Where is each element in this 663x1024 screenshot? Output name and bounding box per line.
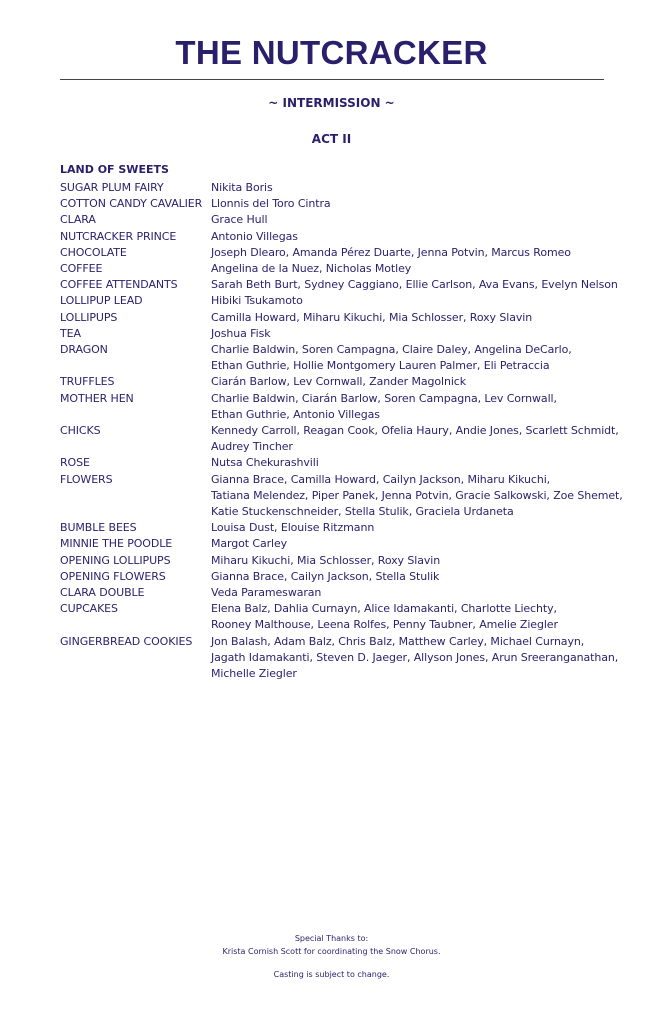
cast-row (60, 245, 605, 261)
cast-row (60, 585, 605, 601)
cast-actors-line: Joshua Fisk (211, 326, 271, 340)
cast-actors-line: Gianna Brace, Camilla Howard, Cailyn Jackson, Miharu Kikuchi, (211, 472, 551, 486)
cast-row (60, 569, 605, 585)
cast-role: COFFEE ATTENDANTS (60, 278, 178, 292)
cast-actors-line: Louisa Dust, Elouise Ritzmann (211, 521, 375, 535)
casting-note: Casting is subject to change. (273, 970, 390, 979)
cast-row (60, 342, 605, 374)
cast-actors (211, 229, 605, 245)
cast-row (60, 310, 605, 326)
cast-row (60, 293, 605, 309)
cast-actors-line: Sarah Beth Burt, Sydney Caggiano, Ellie Carlson, Ava Evans, Evelyn Nelson (211, 278, 618, 292)
cast-actors-line: Joseph Dlearo, Amanda Pérez Duarte, Jenna Potvin, Marcus Romeo (211, 245, 571, 259)
cast-row (60, 326, 605, 342)
cast-actors (211, 261, 605, 277)
cast-actors (211, 472, 623, 521)
cast-row (60, 212, 605, 228)
cast-actors (211, 326, 605, 342)
cast-row (60, 601, 605, 633)
cast-row (60, 391, 605, 423)
cast-actors (211, 391, 605, 423)
cast-list (60, 180, 623, 682)
act-heading: ACT II (311, 132, 352, 146)
cast-actors-line: Tatiana Melendez, Piper Panek, Jenna Potvin, Gracie Salkowski, Zoe Shemet, (211, 488, 623, 502)
cast-actors-line: Jon Balash, Adam Balz, Chris Balz, Matthew Carley, Michael Curnayn, (211, 634, 585, 648)
cast-row (60, 180, 605, 196)
cast-role: OPENING FLOWERS (60, 569, 166, 583)
cast-actors (211, 553, 605, 569)
cast-actors (211, 585, 605, 601)
cast-row (60, 277, 618, 293)
cast-role: TEA (60, 326, 81, 340)
cast-actors-line: Ethan Guthrie, Antonio Villegas (211, 407, 380, 421)
cast-actors-line: Charlie Baldwin, Soren Campagna, Claire Daley, Angelina DeCarlo, (211, 343, 572, 357)
cast-actors-line: Llonnis del Toro Cintra (211, 197, 331, 211)
cast-actors-line: Hibiki Tsukamoto (211, 294, 303, 308)
cast-actors-line: Grace Hull (211, 213, 268, 227)
cast-actors-line: Nikita Boris (211, 181, 273, 194)
cast-actors (211, 196, 605, 212)
cast-role: SUGAR PLUM FAIRY (60, 181, 164, 194)
cast-actors (211, 423, 619, 455)
cast-actors (211, 310, 605, 326)
cast-role: NUTCRACKER PRINCE (60, 229, 177, 243)
cast-actors-line: Camilla Howard, Miharu Kikuchi, Mia Schlosser, Roxy Slavin (211, 310, 533, 324)
cast-actors-line: Nutsa Chekurashvili (211, 456, 319, 470)
cast-actors (211, 520, 605, 536)
section-title: LAND OF SWEETS (60, 163, 169, 176)
thanks-text: Krista Cornish Scott for coordinating the Snow Chorus. (222, 947, 441, 956)
cast-row (60, 634, 619, 683)
page-title: THE NUTCRACKER (175, 34, 488, 71)
cast-row (60, 423, 619, 455)
cast-actors-line: Margot Carley (211, 537, 288, 551)
cast-actors (211, 601, 605, 633)
cast-row (60, 536, 605, 552)
cast-row (60, 196, 605, 212)
cast-actors-line: Katie Stuckenschneider, Stella Stulik, Graciela Urdaneta (211, 505, 514, 519)
cast-actors-line: Elena Balz, Dahlia Curnayn, Alice Idamakanti, Charlotte Liechty, (211, 602, 557, 616)
cast-actors-line: Jagath Idamakanti, Steven D. Jaeger, Allyson Jones, Arun Sreeranganathan, (211, 650, 619, 664)
cast-row (60, 261, 605, 277)
cast-actors (211, 277, 618, 293)
cast-role: MOTHER HEN (60, 391, 134, 405)
cast-actors (211, 634, 619, 683)
cast-actors (211, 212, 605, 228)
cast-actors-line: Veda Parameswaran (211, 586, 322, 600)
cast-role: GINGERBREAD COOKIES (60, 634, 193, 648)
thanks-heading: Special Thanks to: (294, 934, 369, 943)
cast-row (60, 455, 605, 471)
cast-row (60, 374, 605, 390)
cast-role: LOLLIPUP LEAD (60, 294, 143, 308)
cast-actors-line: Ciarán Barlow, Lev Cornwall, Zander Magolnick (211, 375, 467, 389)
cast-actors (211, 455, 605, 471)
cast-actors (211, 293, 605, 309)
cast-role: FLOWERS (60, 472, 113, 486)
cast-role: COFFEE (60, 262, 103, 276)
cast-role: TRUFFLES (60, 375, 115, 389)
cast-role: COTTON CANDY CAVALIER (60, 197, 203, 211)
cast-actors-line: Kennedy Carroll, Reagan Cook, Ofelia Haury, Andie Jones, Scarlett Schmidt, (211, 424, 619, 438)
cast-role: DRAGON (60, 343, 108, 357)
cast-actors-line: Ethan Guthrie, Hollie Montgomery Lauren Palmer, Eli Petraccia (211, 359, 550, 373)
title-divider (60, 79, 604, 80)
cast-role: BUMBLE BEES (60, 521, 137, 535)
cast-role: CUPCAKES (60, 602, 118, 616)
intermission-heading: ~ INTERMISSION ~ (268, 96, 395, 110)
cast-actors-line: Audrey Tincher (211, 440, 293, 454)
cast-actors-line: Angelina de la Nuez, Nicholas Motley (211, 262, 412, 276)
cast-role: ROSE (60, 456, 90, 470)
cast-actors (211, 342, 605, 374)
cast-role: CHOCOLATE (60, 245, 127, 259)
cast-row (60, 229, 605, 245)
cast-actors (211, 569, 605, 585)
cast-row (60, 520, 605, 536)
cast-actors (211, 536, 605, 552)
cast-actors (211, 180, 605, 196)
cast-actors-line: Antonio Villegas (211, 229, 298, 243)
cast-row (60, 553, 605, 569)
cast-role: LOLLIPUPS (60, 310, 118, 324)
cast-role: OPENING LOLLIPUPS (60, 553, 171, 567)
cast-role: MINNIE THE POODLE (60, 537, 173, 551)
cast-role: CLARA (60, 213, 96, 227)
cast-actors (211, 245, 605, 261)
cast-actors-line: Rooney Malthouse, Leena Rolfes, Penny Taubner, Amelie Ziegler (211, 618, 558, 632)
cast-role: CHICKS (60, 424, 101, 438)
cast-actors (211, 374, 605, 390)
cast-role: CLARA DOUBLE (60, 586, 145, 600)
cast-actors-line: Michelle Ziegler (211, 667, 297, 681)
cast-row (60, 472, 623, 521)
cast-actors-line: Miharu Kikuchi, Mia Schlosser, Roxy Slavin (211, 553, 441, 567)
cast-actors-line: Charlie Baldwin, Ciarán Barlow, Soren Campagna, Lev Cornwall, (211, 391, 557, 405)
cast-actors-line: Gianna Brace, Cailyn Jackson, Stella Stulik (211, 569, 440, 583)
